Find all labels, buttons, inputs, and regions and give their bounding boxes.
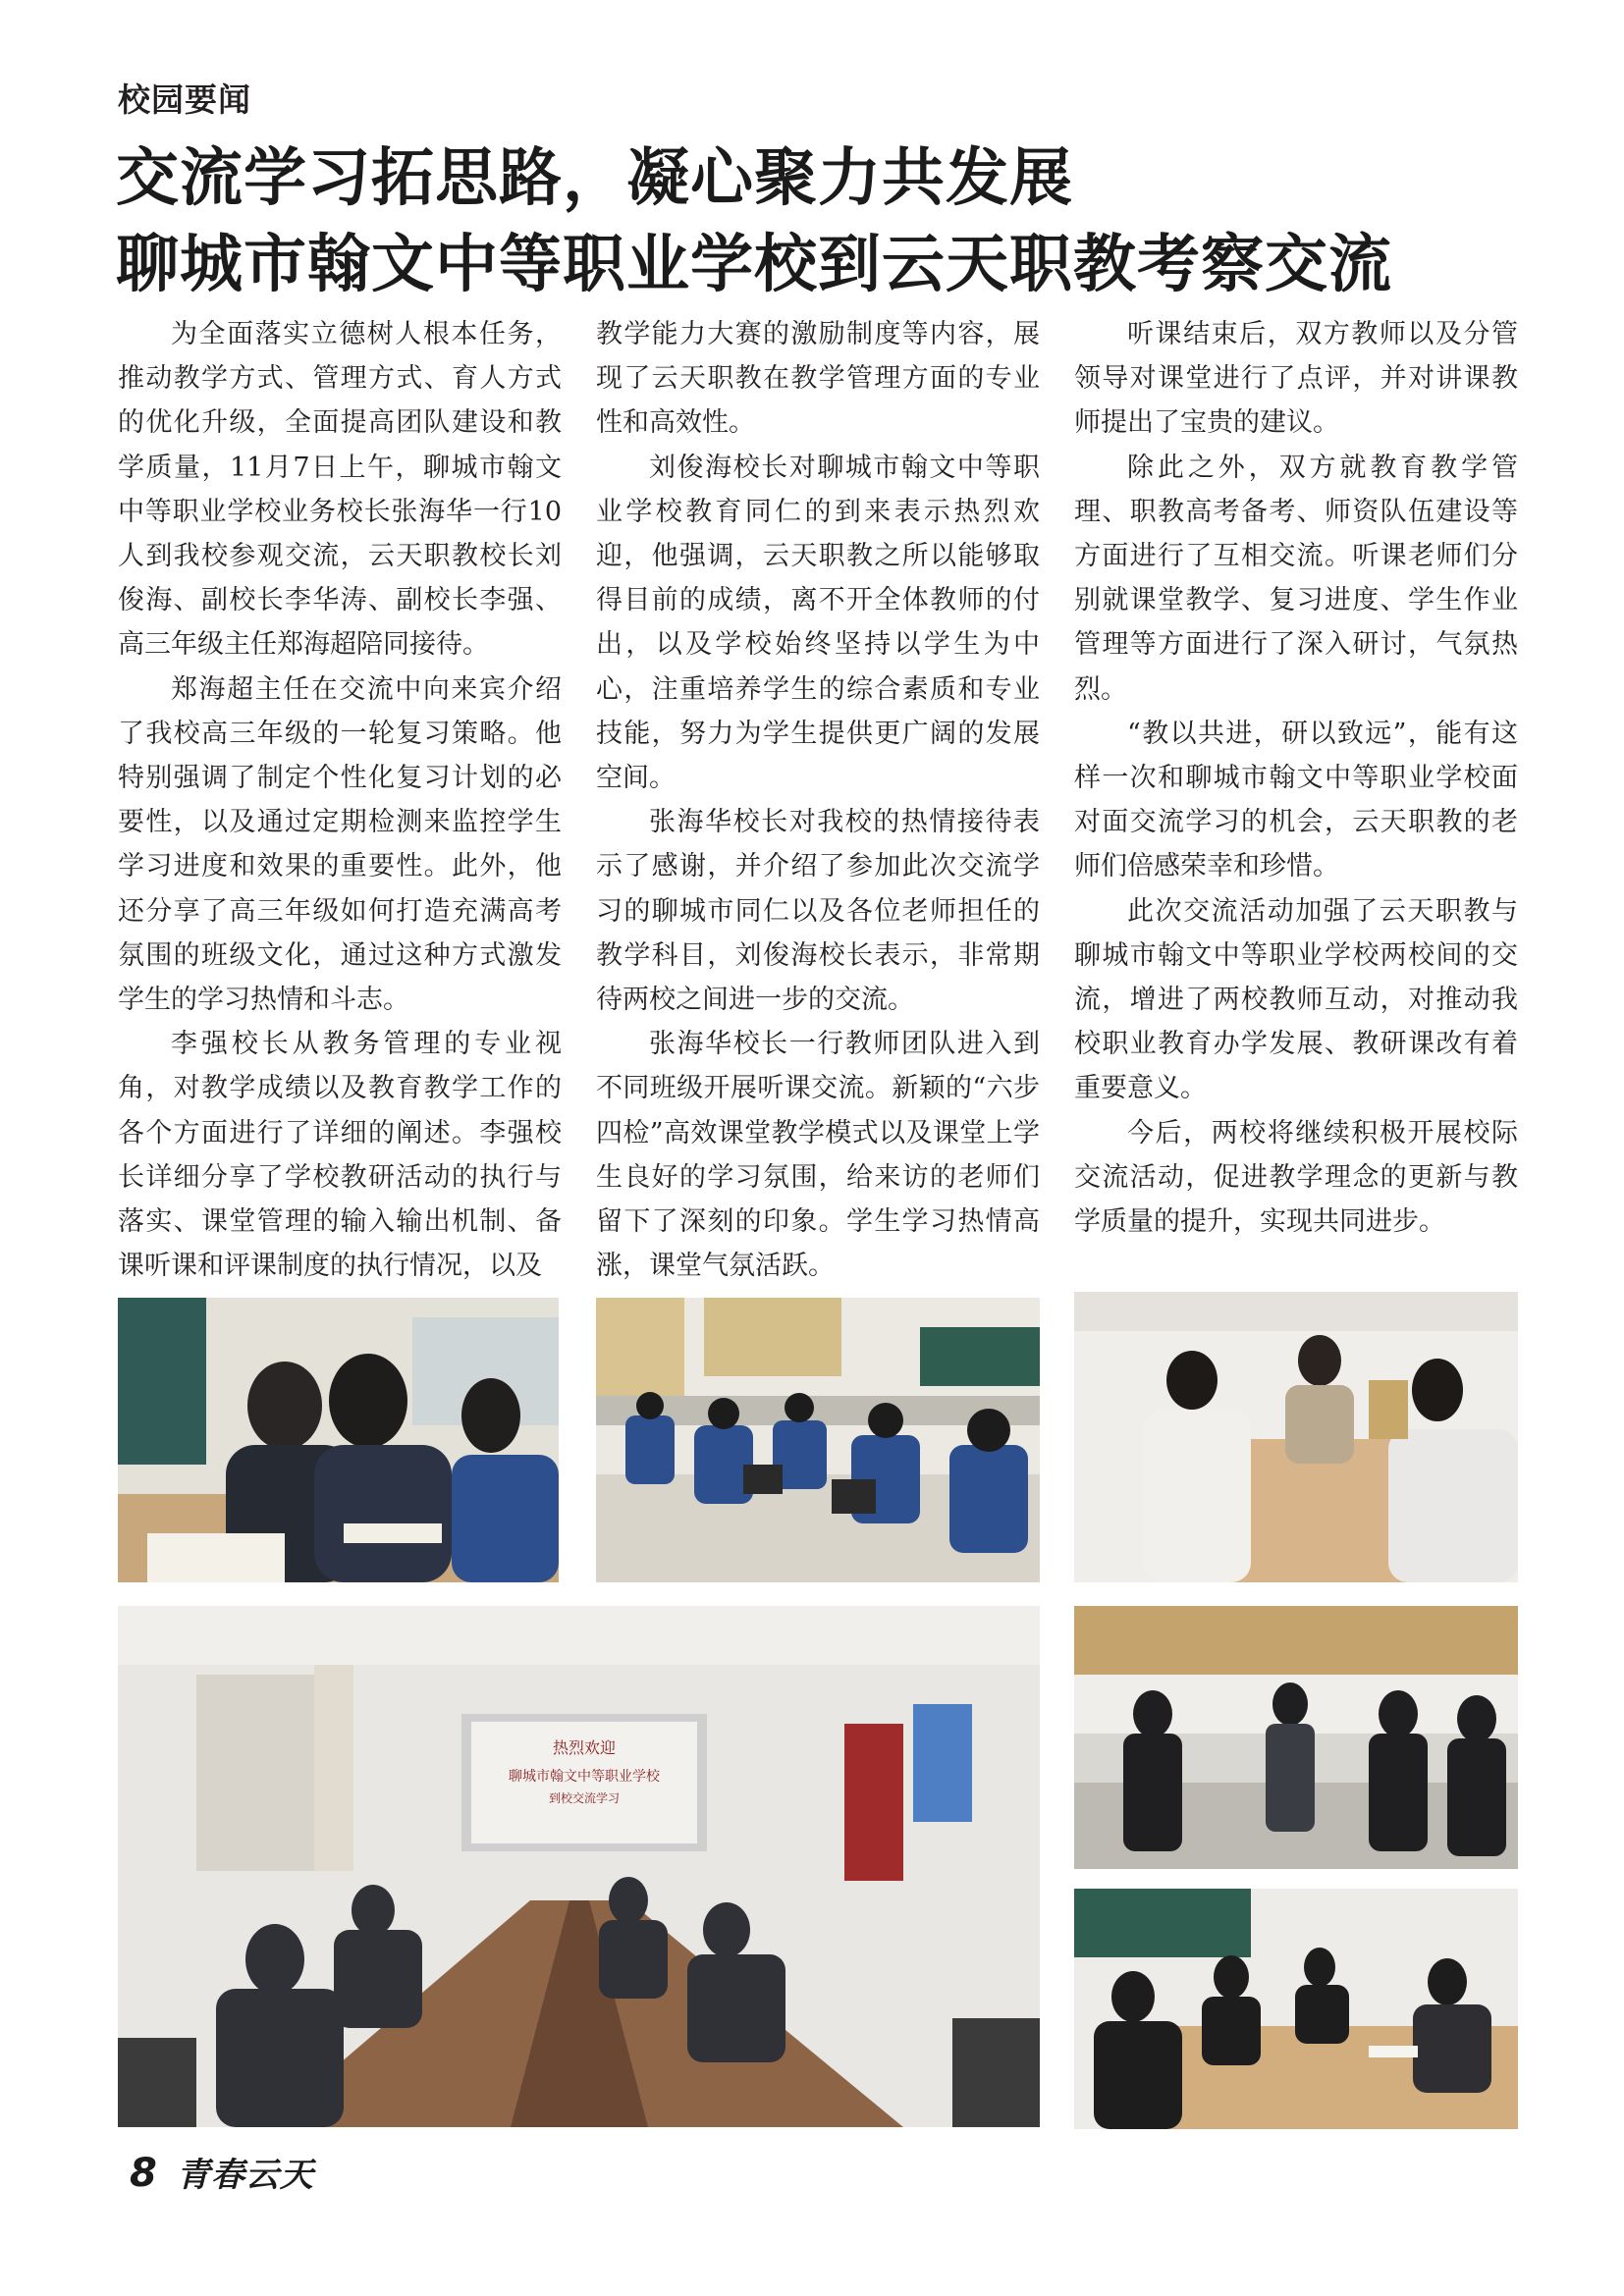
photo-classroom-students (596, 1298, 1040, 1582)
body-column-2 (596, 312, 1040, 1288)
photo-classroom-observation (1074, 1606, 1518, 1869)
headline-line-1: 交流学习拓思路，凝心聚力共发展 (116, 142, 1073, 215)
paragraph: 郑海超主任在交流中向来宾介绍了我校高三年级的一轮复习策略。他特别强调了制定个性化复习计划的必要性，以及通过定期检测来监控学生学习进度和效果的重要性。此外，他还分享了高三年级如何打造充满高考氛围的班级文化，通过这种方式激发学生的学习热情和斗志。 (118, 673, 562, 1016)
screen-school-name: 聊城市翰文中等职业学校 (509, 1769, 660, 1785)
screen-visit-text: 到校交流学习 (548, 1791, 621, 1805)
body-column-3 (1074, 312, 1518, 1244)
paragraph: 张海华校长一行教师团队进入到不同班级开展听课交流。新颖的“六步四检”高效课堂教学模式以及课堂上学生良好的学习氛围，给来访的老师们留下了深刻的印象。学生学习热情高涨，课堂气氛活跃。 (596, 1029, 1040, 1282)
magazine-title: 青春云天 (176, 2156, 314, 2195)
paragraph: “教以共进，研以致远”，能有这样一次和聊城市翰文中等职业学校面对面交流学习的机会，云天职教的老师们倍感荣幸和珍惜。 (1074, 718, 1518, 882)
article-headline (116, 135, 1530, 308)
paragraph: 除此之外，双方就教育教学管理、职教高考备考、师资队伍建设等方面进行了互相交流。听课老师们分别就课堂教学、复习进度、学生作业管理等方面进行了深入研讨，气氛热烈。 (1074, 452, 1518, 705)
paragraph: 刘俊海校长对聊城市翰文中等职业学校教育同仁的到来表示热烈欢迎，他强调，云天职教之所以能够取得目前的成绩，离不开全体教师的付出，以及学校始终坚持以学生为中心，注重培养学生的综合素质和专业技能，努力为学生提供更广阔的发展空间。 (596, 452, 1040, 794)
photo-lesson-evaluation (1074, 1292, 1518, 1582)
paragraph: 张海华校长对我校的热情接待表示了感谢，并介绍了参加此次交流学习的聊城市同仁以及各位老师担任的教学科目，刘俊海校长表示，非常期待两校之间进一步的交流。 (596, 807, 1040, 1016)
paragraph: 今后，两校将继续积极开展校际交流活动，促进教学理念的更新与教学质量的提升，实现共同进步。 (1074, 1117, 1518, 1238)
headline-line-2: 聊城市翰文中等职业学校到云天职教考察交流 (116, 229, 1392, 301)
paragraph: 此次交流活动加强了云天职教与聊城市翰文中等职业学校两校间的交流，增进了两校教师互动，对推动我校职业教育办学发展、教研课改有着重要意义。 (1074, 895, 1518, 1104)
photo-group-discussion (1074, 1889, 1518, 2129)
photo-teachers-discussion (118, 1298, 559, 1582)
photo-conference-meeting (118, 1606, 1040, 2127)
paragraph: 为全面落实立德树人根本任务，推动教学方式、管理方式、育人方式的优化升级，全面提高团队建设和教学质量，11月7日上午，聊城市翰文中等职业学校业务校长张海华一行10人到我校参观交流，云天职教校长刘俊海、副校长李华涛、副校长李强、高三年级主任郑海超陪同接待。 (118, 319, 562, 661)
page-number: 8 (130, 2151, 157, 2196)
page-footer (130, 2148, 314, 2196)
paragraph-continued: 教学能力大赛的激励制度等内容，展现了云天职教在教学管理方面的专业性和高效性。 (596, 319, 1040, 439)
screen-welcome-text: 热烈欢迎 (552, 1738, 617, 1757)
paragraph: 听课结束后，双方教师以及分管领导对课堂进行了点评，并对讲课教师提出了宝贵的建议。 (1074, 319, 1518, 439)
section-label: 校园要闻 (118, 80, 251, 119)
paragraph: 李强校长从教务管理的专业视角，对教学成绩以及教育教学工作的各个方面进行了详细的阐述。李强校长详细分享了学校教研活动的执行与落实、课堂管理的输入输出机制、备课听课和评课制度的执行情况，以及 (118, 1029, 562, 1282)
body-column-1 (118, 312, 562, 1288)
